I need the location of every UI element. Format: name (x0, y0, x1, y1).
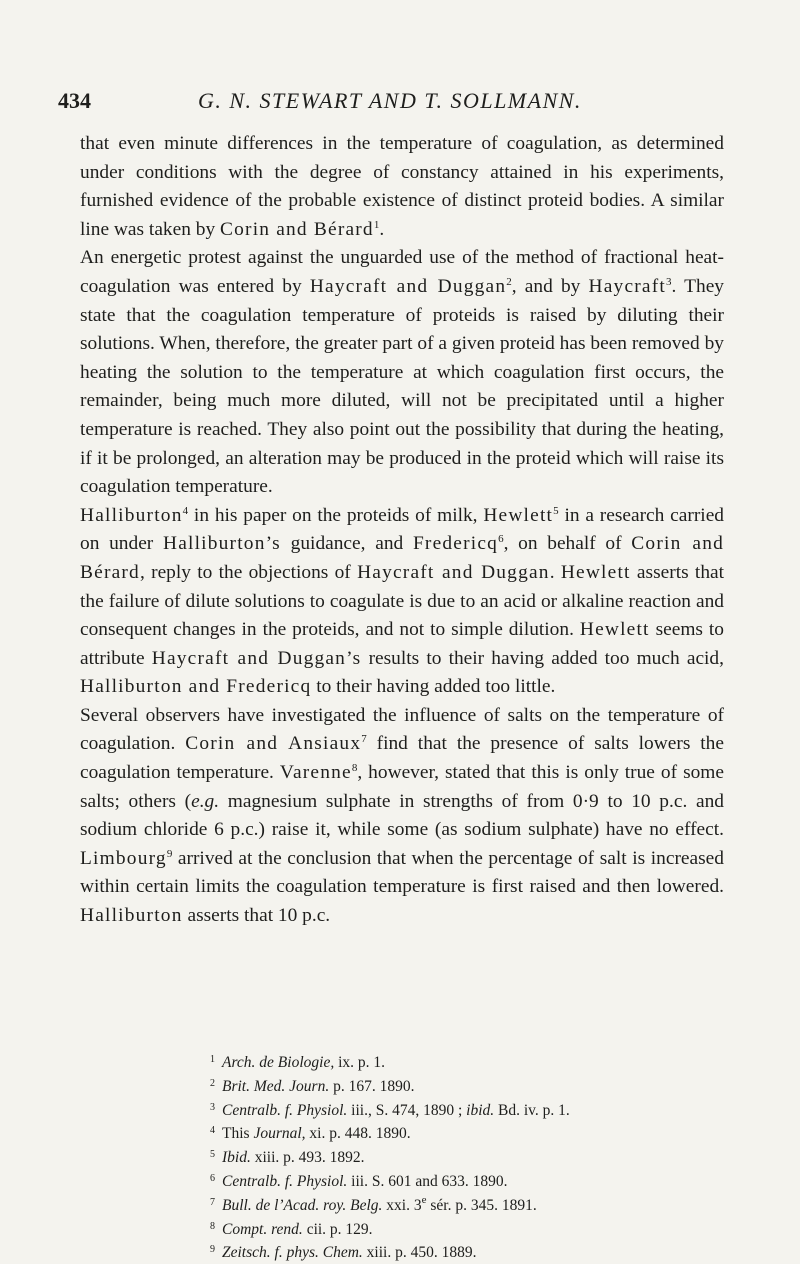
italic-text: e.g. (191, 790, 220, 812)
paragraph: that even minute differences in the temperature of coagulation, as determined under conditions with the degree of constancy attained in his experiments, furnished evidence of the probable existence of distinct proteid bodies. A similar line was taken by Corin and Bérard$^1$. (80, 133, 724, 240)
footnote-ref: 5 (553, 504, 559, 517)
footnote-ref: 1 (373, 218, 380, 231)
paragraph: Several observers have investigated the influence of salts on the temperature of coagulation. Corin and Ansiaux$^7$ find that the presence of salts lowers the coagulation temperature. Varenne$^8$, however, stated that this is only true of some salts; others (e.g. magnesium sulphate in strengths of from 0·9 to 10 p.c. and sodium chloride 6 p.c.) raise it, while some (as sodium sulphate) have no effect. Limbourg$^9$ arrived at the conclusion that when the percentage of salt is increased within certain limits the coagulation temperature is first raised and then lowered. Halliburton asserts that 10 p.c. (80, 704, 724, 927)
italic-text: Journal, (253, 1125, 306, 1143)
spaced-author-name: Haycraft and Duggan (357, 561, 550, 583)
footnote: $^6$ Centralb. f. Physiol. iii. S. 601 and 633. 1890. (210, 1172, 508, 1190)
spaced-author-name: Corin and Ansiaux (185, 733, 362, 755)
paragraph: Halliburton$^4$ in his paper on the proteids of milk, Hewlett$^5$ in a research carried on under Halliburton’s guidance, and Fredericq$^6$, on behalf of Corin and Bérard, reply to the objections of Haycraft and Duggan. Hewlett asserts that the failure of dilute solutions to coagulate is due to an acid or alkaline reaction and consequent changes in the proteids, and not to simple dilution. Hewlett seems to attribute Haycraft and Duggan’s results to their having added too much acid, Halliburton and Fredericq to their having added too little. (80, 504, 725, 698)
italic-text: Arch. de Biologie, (222, 1054, 335, 1071)
italic-text: Zeitsch. f. phys. Chem. (222, 1244, 363, 1262)
footnote: $^1$ Arch. de Biologie, ix. p. 1. (210, 1054, 386, 1071)
italic-text: Centralb. f. Physiol. (222, 1101, 348, 1119)
spaced-author-name: Hewlett (483, 504, 554, 526)
footnote-mark: 9 (210, 1244, 215, 1256)
footnote: $^4$ This Journal, xi. p. 448. 1890. (210, 1125, 411, 1143)
footnote: $^8$ Compt. rend. cii. p. 129. (210, 1220, 373, 1238)
footnote-ref: 9 (166, 847, 173, 860)
footnote: $^9$ Zeitsch. f. phys. Chem. xiii. p. 450. 1889. (210, 1244, 477, 1262)
footnote-mark: 1 (210, 1054, 215, 1065)
italic-text: Bull. de l’Acad. roy. Belg. (222, 1196, 383, 1214)
spaced-author-name: Haycraft and Duggan (309, 275, 507, 297)
spaced-author-name: Hewlett (560, 561, 631, 583)
footnote-ref: 6 (498, 533, 504, 546)
footnote-mark: 5 (210, 1149, 215, 1161)
footnote: $^5$ Ibid. xiii. p. 493. 1892. (210, 1149, 365, 1167)
page-number: 434 (58, 88, 91, 113)
italic-text: ibid. (466, 1101, 495, 1119)
footnote-ref: 2 (506, 275, 512, 288)
spaced-author-name: Fredericq (412, 533, 499, 555)
footnote: $^3$ Centralb. f. Physiol. iii., S. 474, 1890 ; ibid. Bd. iv. p. 1. (210, 1101, 570, 1119)
italic-text: Compt. rend. (222, 1220, 303, 1238)
footnote-ref: 7 (361, 733, 367, 746)
spaced-author-name: Halliburton (80, 905, 183, 927)
footnote-mark: 8 (210, 1220, 215, 1232)
footnote-mark: 6 (210, 1172, 215, 1184)
spaced-author-name: Limbourg (80, 847, 167, 869)
footnote-mark: 3 (210, 1101, 215, 1113)
footnote-ref: 8 (351, 762, 358, 775)
spaced-author-name: Halliburton’s (163, 533, 281, 555)
footnote-ref: 4 (182, 504, 189, 517)
spaced-author-name: Halliburton (80, 504, 183, 526)
paragraph: An energetic protest against the unguarded use of the method of fractional heat-coagulation was entered by Haycraft and Duggan$^2$, and by Haycraft$^3$. They state that the coagulation temperature of proteids is raised by diluting their solutions. When, therefore, the greater part of a given proteid has been removed by heating the solution to the temperature at which coagulation first occurs, the remainder, being much more diluted, will not be precipitated until a higher temperature is reached. They also point out the possibility that during the heating, if it be prolonged, an alteration may be produced in the proteid which will raise its coagulation temperature. (80, 247, 724, 498)
footnote-ref: e (421, 1193, 427, 1206)
spaced-author-name: Haycraft (588, 275, 666, 297)
italic-text: Ibid. (222, 1149, 251, 1167)
spaced-author-name: Halliburton and Fredericq (80, 676, 312, 698)
footnote: $^2$ Brit. Med. Journ. p. 167. 1890. (210, 1077, 415, 1095)
footnotes (210, 1050, 750, 1264)
footnote-mark: 4 (210, 1125, 215, 1137)
spaced-author-name: Hewlett (579, 619, 650, 641)
spaced-author-name: Corin and Bérard (220, 218, 374, 240)
footnote: $^7$ Bull. de l’Acad. roy. Belg. xxi. 3e sér. p. 345. 1891. (210, 1193, 537, 1214)
footnote-ref: 3 (665, 275, 672, 288)
spaced-author-name: Haycraft and Duggan’s (151, 647, 362, 669)
italic-text: Centralb. f. Physiol. (222, 1172, 348, 1190)
body-text (80, 130, 724, 931)
spaced-author-name: Varenne (279, 762, 352, 784)
italic-text: Brit. Med. Journ. (222, 1077, 330, 1095)
footnote-mark: 2 (210, 1077, 215, 1089)
running-head: G. N. STEWART AND T. SOLLMANN. (198, 88, 582, 113)
spaced-author-name: Corin and Bérard (80, 533, 724, 583)
footnote-mark: 7 (210, 1196, 215, 1208)
